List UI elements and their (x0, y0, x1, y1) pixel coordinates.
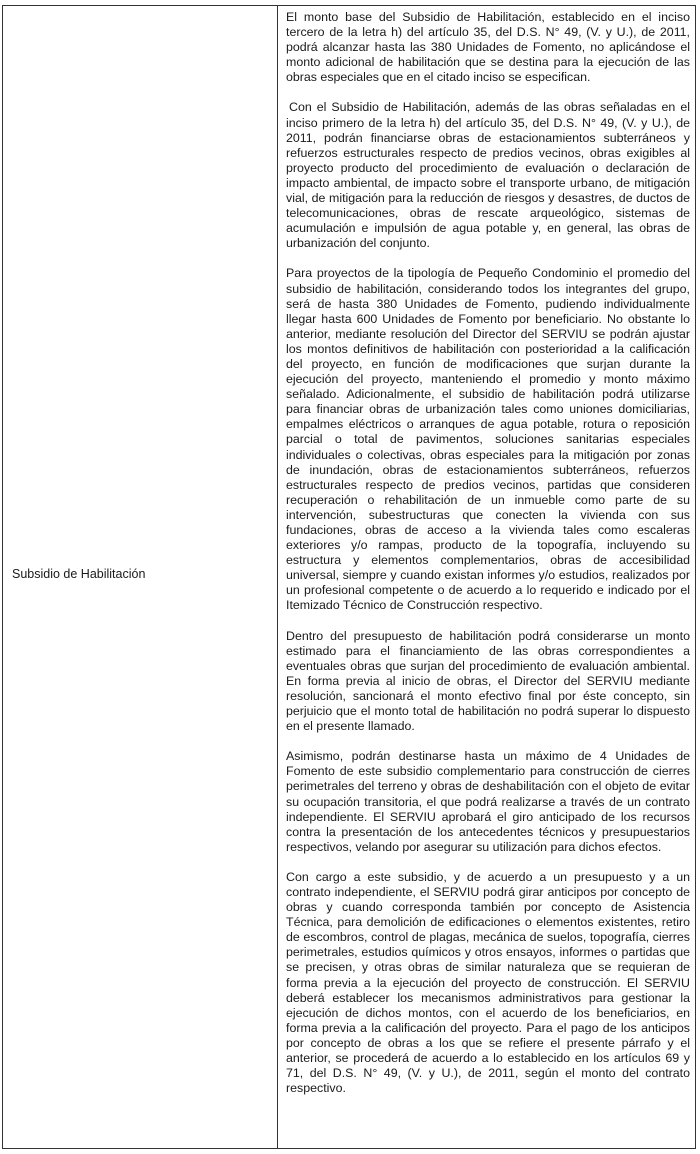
paragraph-obras-financiables: Con el Subsidio de Habilitación, además de las obras señaladas en el inciso primero de la letra h) del artículo 35, del D.S. N° 49, (V. y U.), de 2011, podrán financiarse obras de estacionamientos subterráneos y refuerzos estructurales respecto de predios vecinos, obras exigibles al proyecto producto del procedimiento de evaluación o declaración de impacto ambiental, de impacto sobre el transporte urbano, de mitigación vial, de mitigación para la reducción de riesgos y desastres, de ductos de telecomunicaciones, obras de rescate arqueológico, sistemas de acumulación e impulsión de agua potable y, en general, las obras de urbanización del conjunto. (286, 100, 690, 251)
paragraph-monto-base: El monto base del Subsidio de Habilitación, establecido en el inciso tercero de la letra h) del artículo 35, del D.S. N° 49, (V. y U.), de 2011, podrá alcanzar hasta las 380 Unidades de Fomento, no aplicándose el monto adicional de habilitación que se destina para la ejecución de las obras especiales que en el citado inciso se especifican. (286, 10, 690, 85)
column-divider (277, 6, 278, 1148)
paragraph-anticipos: Con cargo a este subsidio, y de acuerdo a un presupuesto y a un contrato independiente, el SERVIU podrá girar anticipos por concepto de obras y cuando corresponda también por concepto de Asistencia Técnica, para demolición de edificaciones o elementos existentes, retiro de escombros, control de plagas, mecánica de suelos, topografía, cierres perimetrales, estudios químicos y otros ensayos, informes o partidas que se precisen, y otras obras de similar naturaleza que se requieran de forma previa a la ejecución del proyecto de construcción. El SERVIU deberá establecer los mecanismos administrativos para gestionar la ejecución de dichos montos, con el acuerdo de los beneficiarios, en forma previa a la calificación del proyecto. Para el pago de los anticipos por concepto de obras a los que se refiere el presente párrafo y el anterior, se procederá de acuerdo a lo establecido en los artículos 69 y 71, del D.S. N° 49, (V. y U.), de 2011, según el monto del contrato respectivo. (286, 869, 690, 1096)
row-content-cell (286, 10, 690, 1111)
paragraph-pequeno-condominio: Para proyectos de la tipología de Pequeño Condominio el promedio del subsidio de habilitación, considerando todos los integrantes del grupo, será de hasta 380 Unidades de Fomento, pudiendo individualmente llegar hasta 600 Unidades de Fomento por beneficiario. No obstante lo anterior, mediante resolución del Director del SERVIU se podrán ajustar los montos definitivos de habilitación con posterioridad a la calificación del proyecto, en función de modificaciones que surjan durante la ejecución del proyecto, manteniendo el promedio y monto máximo señalado. Adicionalmente, el subsidio de habilitación podrá utilizarse para financiar obras de urbanización tales como uniones domiciliarias, empalmes eléctricos o arranques de agua potable, rotura o reposición parcial o total de pavimentos, soluciones sanitarias especiales individuales o colectivas, obras especiales para la mitigación por zonas de inundación, obras de estacionamientos subterráneos, refuerzos estructurales respecto de predios vecinos, partidas que consideren recuperación o rehabilitación de un inmueble como parte de su intervención, subestructuras que conecten la vivienda con sus fundaciones, obras de acceso a la vivienda tales como escaleras exteriores y/o rampas, producto de la topografía, incluyendo su estructura y elementos complementarios, obras de accesibilidad universal, siempre y cuando existan informes y/o estudios, realizados por un profesional competente o de acuerdo a lo requerido e indicado por el Itemizado Técnico de Construcción respectivo. (286, 266, 690, 613)
document-table (2, 5, 696, 1149)
paragraph-presupuesto-habilitacion: Dentro del presupuesto de habilitación podrá considerarse un monto estimado para el financiamiento de las obras correspondientes a eventuales obras que surjan del procedimiento de evaluación ambiental. En forma previa al inicio de obras, el Director del SERVIU mediante resolución, sancionará el monto efectivo final por éste concepto, sin perjuicio que el monto total de habilitación no podrá superar lo dispuesto en el presente llamado. (286, 628, 690, 734)
row-label-cell (3, 6, 277, 1148)
row-label: Subsidio de Habilitación (12, 567, 146, 581)
paragraph-cierres-perimetrales: Asimismo, podrán destinarse hasta un máximo de 4 Unidades de Fomento de este subsidio complementario para construcción de cierres perimetrales del terreno y obras de deshabilitación con el objeto de evitar su ocupación transitoria, el que podrá realizarse a través de un contrato independiente. El SERVIU aprobará el giro anticipado de los recursos contra la presentación de los antecedentes técnicos y presupuestarios respectivos, velando por asegurar su utilización para dichos efectos. (286, 749, 690, 854)
